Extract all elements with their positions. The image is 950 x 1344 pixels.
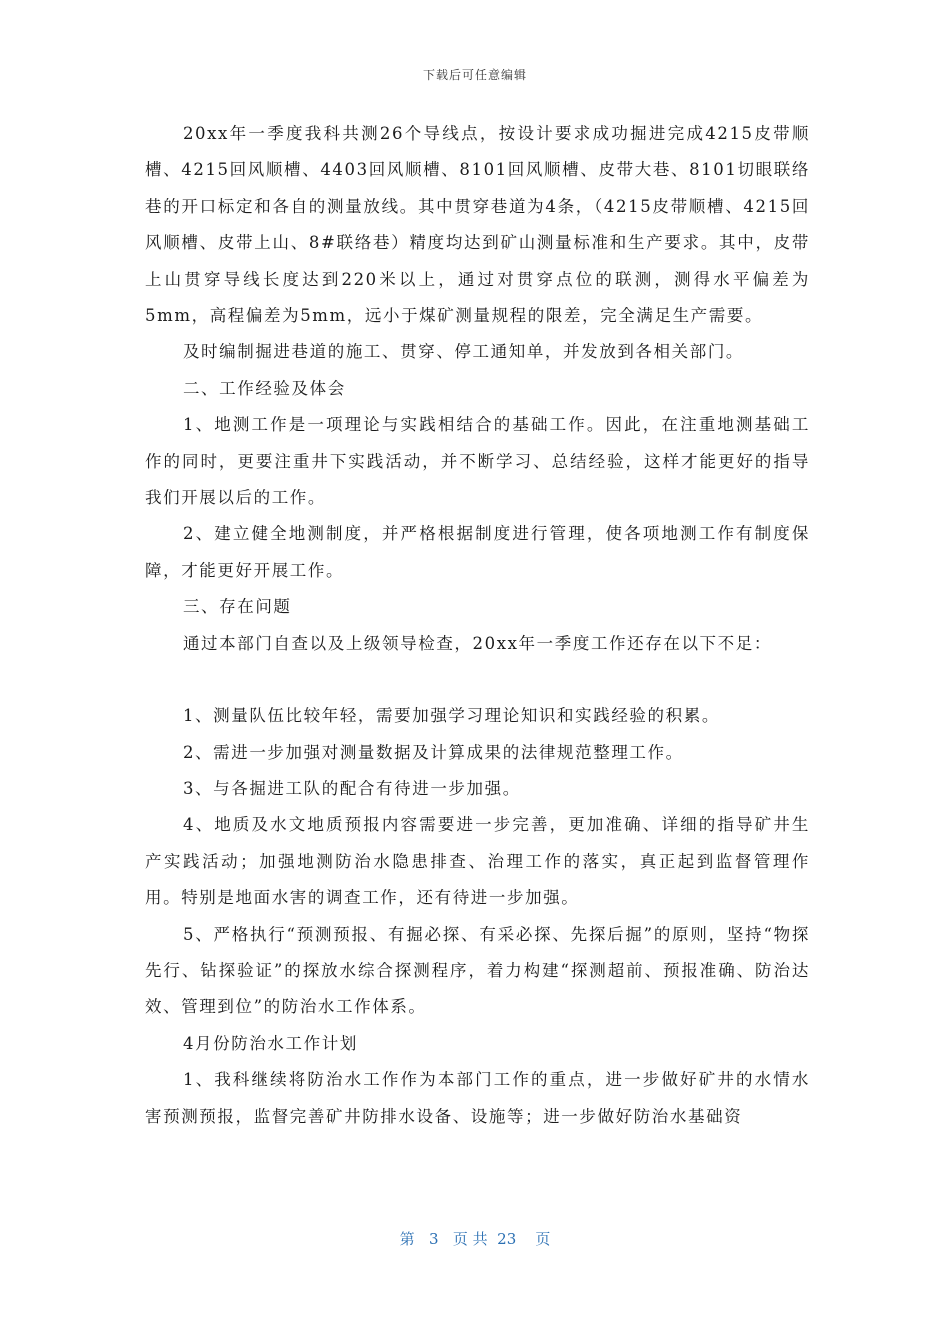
section-heading-problems: 三、存在问题 xyxy=(182,597,292,617)
paragraph-problem-1: 1、测量队伍比较年轻，需要加强学习理论知识和实践经验的积累。 xyxy=(182,706,720,726)
paragraph-notices: 及时编制掘进巷道的施工、贯穿、停工通知单，并发放到各相关部门。 xyxy=(182,342,745,362)
paragraph-survey-summary: 20xx年一季度我科共测26个导线点，按设计要求成功掘进完成4215皮带顺槽、4215回风顺槽、4403回风顺槽、8101回风顺槽、皮带大巷、8101切眼联络巷的开口标定和各自的测量放线。其中贯穿巷道为4条，（4215皮带顺槽、4215回风顺槽、皮带上山、8#联络巷）精度均达到矿山测量标准和生产要求。其中，皮带上山贯穿导线长度达到220米以上，通过对贯穿点位的联测，测得水平偏差为5mm，高程偏差为5mm，远小于煤矿测量规程的限差，完全满足生产需要。 xyxy=(145,124,810,326)
blank-line xyxy=(145,662,810,698)
paragraph-problem-2: 2、需进一步加强对测量数据及计算成果的法律规范整理工作。 xyxy=(182,742,684,762)
page-header: 下载后可任意编辑 xyxy=(422,68,527,82)
footer-middle: 页 共 xyxy=(452,1230,488,1248)
paragraph-problem-5: 5、严格执行“预测预报、有掘必探、有采必探、先探后掘”的原则，坚持“物探先行、钻探验证”的探放水综合探测程序，着力构建“探测超前、预报准确、防治达效、管理到位”的防治水工作体系。 xyxy=(145,924,810,1017)
paragraph-problem-4: 4、地质及水文地质预报内容需要进一步完善，更加准确、详细的指导矿井生产实践活动；加强地测防治水隐患排查、治理工作的落实，真正起到监督管理作用。特别是地面水害的调查工作，还有待进一步加强。 xyxy=(145,815,810,908)
page-footer xyxy=(0,1228,950,1249)
paragraph-problems-intro: 通过本部门自查以及上级领导检查，20xx年一季度工作还存在以下不足： xyxy=(182,633,772,653)
total-pages-number: 23 xyxy=(497,1230,517,1248)
footer-prefix: 第 xyxy=(399,1230,415,1248)
paragraph-problem-3: 3、与各掘进工队的配合有待进一步加强。 xyxy=(182,778,521,798)
footer-suffix: 页 xyxy=(535,1230,551,1248)
paragraph-experience-2: 2、建立健全地测制度，并严格根据制度进行管理，使各项地测工作有制度保障，才能更好开展工作。 xyxy=(145,524,810,580)
paragraph-plan-1: 1、我科继续将防治水工作作为本部门工作的重点，进一步做好矿井的水情水害预测预报，监督完善矿井防排水设备、设施等；进一步做好防治水基础资 xyxy=(145,1070,810,1126)
section-heading-april-plan: 4月份防治水工作计划 xyxy=(182,1033,358,1053)
current-page-number: 3 xyxy=(428,1230,439,1248)
section-heading-experience: 二、工作经验及体会 xyxy=(182,378,346,398)
document-body xyxy=(145,116,810,1135)
paragraph-experience-1: 1、地测工作是一项理论与实践相结合的基础工作。因此，在注重地测基础工作的同时，更要注重井下实践活动，并不断学习、总结经验，这样才能更好的指导我们开展以后的工作。 xyxy=(145,415,810,508)
